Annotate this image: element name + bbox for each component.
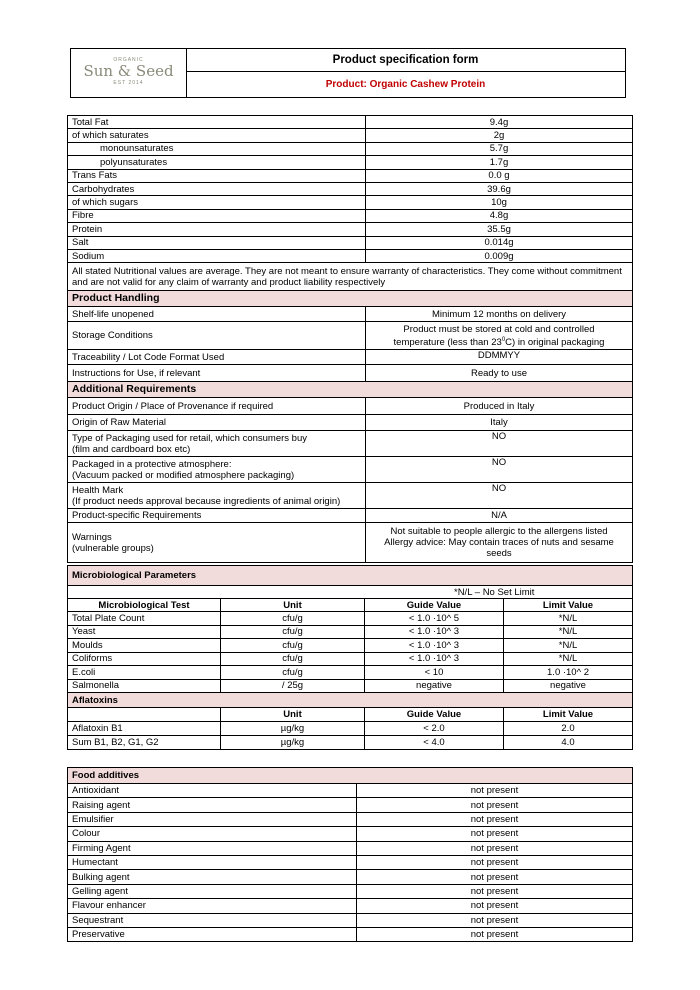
micro-cell: Coliforms — [68, 652, 221, 666]
additive-row — [68, 827, 633, 841]
additive-row — [68, 855, 633, 869]
additive-row — [68, 884, 633, 898]
origin-value: Produced in Italy — [366, 398, 633, 415]
micro-row — [68, 666, 633, 680]
nutrition-label: Protein — [68, 223, 366, 236]
nutrition-value: 0.014g — [366, 236, 633, 249]
additive-value: not present — [357, 884, 633, 898]
nutrition-note: All stated Nutritional values are average. They are not meant to ensure warranty of characteristics. They come without commitment and are not valid for any claim of warranty and product liability respectively — [68, 263, 633, 291]
nutrition-value: 39.6g — [366, 182, 633, 195]
additive-label: Firming Agent — [68, 841, 357, 855]
additive-label: Emulsifier — [68, 812, 357, 826]
afla-header-unit: Unit — [221, 708, 365, 722]
additive-label: Bulking agent — [68, 870, 357, 884]
micro-header-unit: Unit — [221, 599, 365, 612]
storage-label: Storage Conditions — [68, 322, 366, 350]
additives-table — [67, 767, 633, 942]
logo-top-text: ORGANIC — [113, 57, 144, 63]
additive-value: not present — [357, 855, 633, 869]
raw-material-label: Origin of Raw Material — [68, 415, 366, 431]
nutrition-value: 5.7g — [366, 142, 633, 155]
additive-label: Humectant — [68, 855, 357, 869]
additive-label: Raising agent — [68, 798, 357, 812]
additive-value: not present — [357, 899, 633, 913]
health-mark-label: Health Mark (If product needs approval because ingredients of animal origin) — [68, 483, 366, 509]
nutrition-label: polyunsaturates — [68, 156, 366, 169]
nutrition-row — [68, 129, 633, 142]
micro-table — [67, 565, 633, 750]
micro-cell: cfu/g — [221, 612, 365, 626]
micro-cell: cfu/g — [221, 625, 365, 639]
nutrition-label: Carbohydrates — [68, 182, 366, 195]
nutrition-label: Trans Fats — [68, 169, 366, 182]
additive-label: Antioxidant — [68, 784, 357, 798]
food-additives-heading: Food additives — [68, 768, 633, 784]
packaging-label: Type of Packaging used for retail, which consumers buy (film and cardboard box etc) — [68, 431, 366, 457]
additive-label: Preservative — [68, 927, 357, 941]
aflatoxin-cell: 4.0 — [504, 736, 633, 750]
micro-row — [68, 679, 633, 693]
micro-row — [68, 652, 633, 666]
additive-label: Flavour enhancer — [68, 899, 357, 913]
micro-header-test: Microbiological Test — [68, 599, 221, 612]
micro-limit-note: *N/L – No Set Limit — [68, 586, 633, 599]
additive-row — [68, 784, 633, 798]
nutrition-value: 1.7g — [366, 156, 633, 169]
instructions-value: Ready to use — [366, 365, 633, 382]
nutrition-value: 0.0 g — [366, 169, 633, 182]
micro-row — [68, 625, 633, 639]
afla-header-limit: Limit Value — [504, 708, 633, 722]
additive-value: not present — [357, 841, 633, 855]
additive-row — [68, 841, 633, 855]
nutrition-value: 10g — [366, 196, 633, 209]
additive-row — [68, 899, 633, 913]
nutrition-value: 9.4g — [366, 116, 633, 129]
origin-label: Product Origin / Place of Provenance if required — [68, 398, 366, 415]
aflatoxins-heading: Aflatoxins — [68, 693, 633, 708]
nutrition-value: 2g — [366, 129, 633, 142]
raw-material-value: Italy — [366, 415, 633, 431]
warnings-label: Warnings (vulnerable groups) — [68, 523, 366, 563]
additive-row — [68, 798, 633, 812]
aflatoxin-cell: 2.0 — [504, 722, 633, 736]
nutrition-row — [68, 249, 633, 262]
nutrition-label: monounsaturates — [68, 142, 366, 155]
additive-label: Sequestrant — [68, 913, 357, 927]
additive-label: Colour — [68, 827, 357, 841]
aflatoxin-cell: < 4.0 — [365, 736, 504, 750]
atmosphere-label: Packaged in a protective atmosphere: (Vacuum packed or modified atmosphere packaging) — [68, 457, 366, 483]
micro-cell: *N/L — [504, 639, 633, 653]
micro-cell: 1.0 ·10^ 2 — [504, 666, 633, 680]
nutrition-label: Fibre — [68, 209, 366, 222]
spec-table — [67, 115, 633, 563]
micro-cell: Salmonella — [68, 679, 221, 693]
aflatoxin-cell: µg/kg — [221, 722, 365, 736]
additive-value: not present — [357, 812, 633, 826]
additive-row — [68, 927, 633, 941]
nutrition-label: of which saturates — [68, 129, 366, 142]
additive-row — [68, 913, 633, 927]
aflatoxin-row — [68, 736, 633, 750]
traceability-value: DDMMYY — [366, 350, 633, 365]
logo-brand-text: Sun & Seed — [83, 62, 174, 80]
micro-cell: < 1.0 ·10^ 3 — [365, 625, 504, 639]
nutrition-row — [68, 156, 633, 169]
page-title: Product specification form — [186, 49, 625, 72]
nutrition-value: 0.009g — [366, 249, 633, 262]
health-mark-value: NO — [366, 483, 633, 509]
instructions-label: Instructions for Use, if relevant — [68, 365, 366, 382]
logo — [71, 49, 187, 97]
micro-row — [68, 612, 633, 626]
micro-cell: negative — [365, 679, 504, 693]
product-name: Product: Organic Cashew Protein — [325, 79, 486, 90]
nutrition-row — [68, 182, 633, 195]
micro-cell: E.coli — [68, 666, 221, 680]
micro-cell: *N/L — [504, 612, 633, 626]
micro-header-limit: Limit Value — [504, 599, 633, 612]
additive-value: not present — [357, 927, 633, 941]
afla-header-test — [68, 708, 221, 722]
micro-heading: Microbiological Parameters — [68, 566, 633, 586]
micro-cell: Moulds — [68, 639, 221, 653]
shelf-life-value: Minimum 12 months on delivery — [366, 307, 633, 322]
additive-row — [68, 870, 633, 884]
nutrition-label: Salt — [68, 236, 366, 249]
header-box — [70, 48, 626, 98]
micro-cell: cfu/g — [221, 639, 365, 653]
shelf-life-label: Shelf-life unopened — [68, 307, 366, 322]
packaging-value: NO — [366, 431, 633, 457]
nutrition-label: Total Fat — [68, 116, 366, 129]
nutrition-row — [68, 223, 633, 236]
nutrition-value: 35.5g — [366, 223, 633, 236]
aflatoxin-row — [68, 722, 633, 736]
micro-cell: < 1.0 ·10^ 3 — [365, 652, 504, 666]
additive-value: not present — [357, 798, 633, 812]
additive-label: Gelling agent — [68, 884, 357, 898]
nutrition-row — [68, 142, 633, 155]
additive-value: not present — [357, 827, 633, 841]
micro-cell: < 1.0 ·10^ 5 — [365, 612, 504, 626]
product-handling-heading: Product Handling — [68, 291, 633, 307]
aflatoxin-cell: µg/kg — [221, 736, 365, 750]
nutrition-label: Sodium — [68, 249, 366, 262]
additive-value: not present — [357, 784, 633, 798]
specific-requirements-value: N/A — [366, 509, 633, 523]
micro-cell: < 10 — [365, 666, 504, 680]
micro-cell: Yeast — [68, 625, 221, 639]
micro-cell: *N/L — [504, 652, 633, 666]
atmosphere-value: NO — [366, 457, 633, 483]
micro-cell: < 1.0 ·10^ 3 — [365, 639, 504, 653]
nutrition-row — [68, 116, 633, 129]
micro-cell: *N/L — [504, 625, 633, 639]
additive-row — [68, 812, 633, 826]
nutrition-row — [68, 196, 633, 209]
additional-requirements-heading: Additional Requirements — [68, 382, 633, 398]
micro-header-guide: Guide Value — [365, 599, 504, 612]
nutrition-row — [68, 209, 633, 222]
additive-value: not present — [357, 870, 633, 884]
nutrition-value: 4.8g — [366, 209, 633, 222]
afla-header-guide: Guide Value — [365, 708, 504, 722]
micro-cell: Total Plate Count — [68, 612, 221, 626]
nutrition-row — [68, 236, 633, 249]
traceability-label: Traceability / Lot Code Format Used — [68, 350, 366, 365]
specific-requirements-label: Product-specific Requirements — [68, 509, 366, 523]
warnings-value: Not suitable to people allergic to the allergens listed Allergy advice: May contain traces of nuts and sesame seeds — [366, 523, 633, 563]
micro-row — [68, 639, 633, 653]
micro-cell: negative — [504, 679, 633, 693]
micro-cell: cfu/g — [221, 652, 365, 666]
nutrition-label: of which sugars — [68, 196, 366, 209]
aflatoxin-cell: < 2.0 — [365, 722, 504, 736]
micro-cell: / 25g — [221, 679, 365, 693]
logo-bottom-text: EST 2014 — [113, 80, 144, 86]
additive-value: not present — [357, 913, 633, 927]
aflatoxin-cell: Aflatoxin B1 — [68, 722, 221, 736]
nutrition-row — [68, 169, 633, 182]
micro-cell: cfu/g — [221, 666, 365, 680]
storage-value: Product must be stored at cold and controlled temperature (less than $23^0C$) in original packaging — [366, 322, 633, 350]
aflatoxin-cell: Sum B1, B2, G1, G2 — [68, 736, 221, 750]
